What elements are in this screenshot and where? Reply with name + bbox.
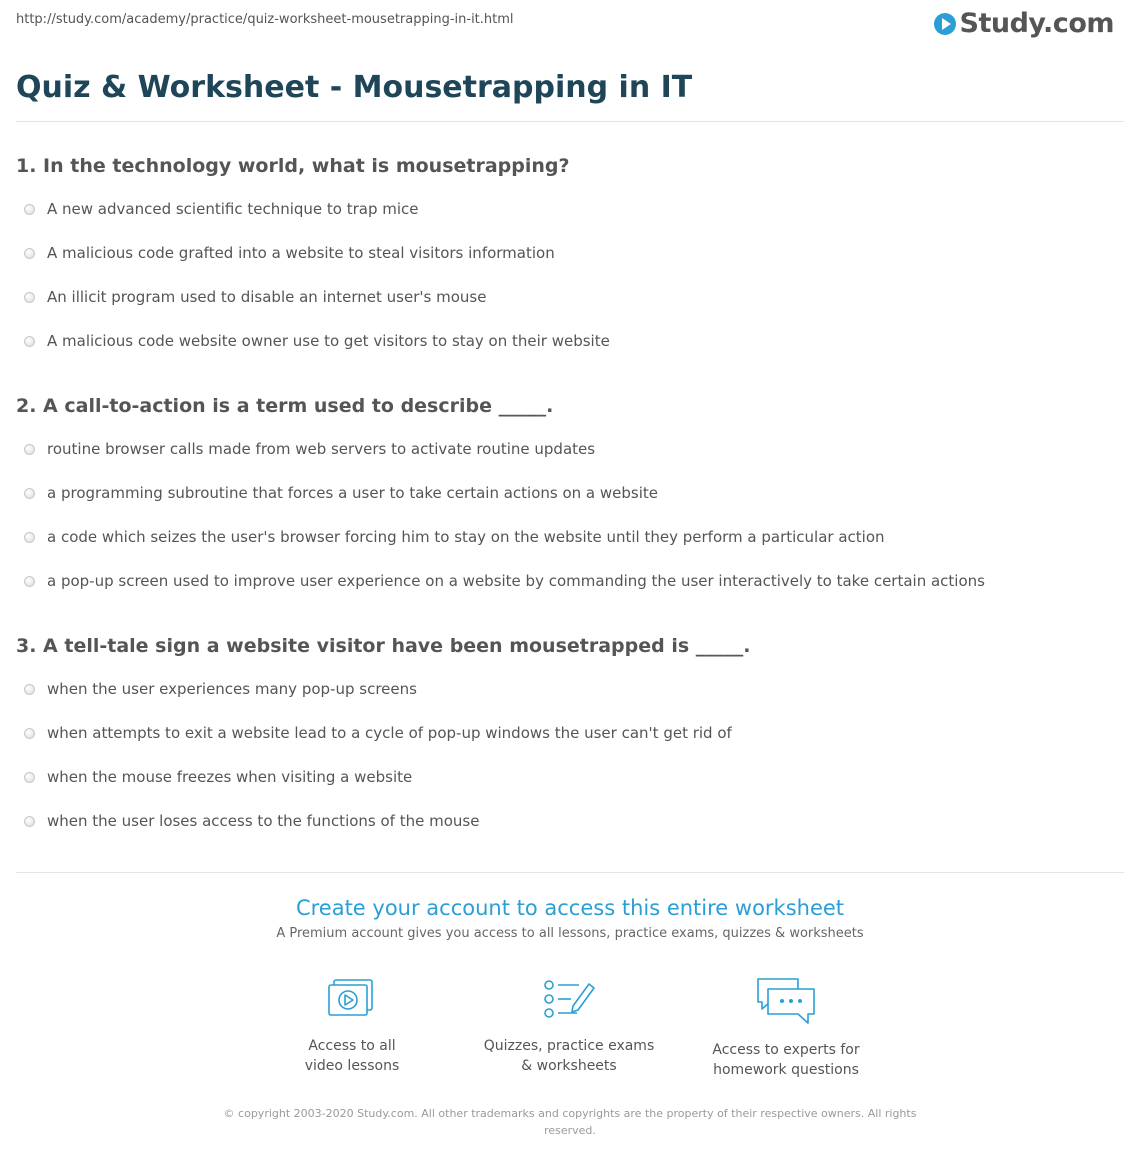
page-title: Quiz & Worksheet - Mousetrapping in IT bbox=[16, 70, 693, 105]
chat-bubbles-icon bbox=[754, 976, 818, 1028]
title-divider bbox=[16, 121, 1124, 122]
video-lessons-icon bbox=[324, 976, 380, 1024]
cta-title[interactable]: Create your account to access this entire worksheet bbox=[295, 896, 845, 920]
q1-option-1[interactable] bbox=[24, 200, 419, 218]
radio-button[interactable] bbox=[24, 684, 35, 695]
option-label: A new advanced scientific technique to trap mice bbox=[47, 200, 419, 218]
radio-button[interactable] bbox=[24, 336, 35, 347]
radio-button[interactable] bbox=[24, 488, 35, 499]
radio-button[interactable] bbox=[24, 576, 35, 587]
footer-line1: © copyright 2003-2020 Study.com. All other trademarks and copyrights are the property of their respective owners. All rights bbox=[223, 1107, 917, 1120]
feature-label-line2: homework questions bbox=[713, 1062, 859, 1078]
feature-video-lessons bbox=[262, 976, 442, 1076]
radio-button[interactable] bbox=[24, 248, 35, 259]
radio-button[interactable] bbox=[24, 772, 35, 783]
q3-option-1[interactable] bbox=[24, 680, 417, 698]
cta-subtitle: A Premium account gives you access to all lessons, practice exams, quizzes & worksheets bbox=[276, 926, 864, 941]
question-3: 3. A tell-tale sign a website visitor have been mousetrapped is _____. bbox=[16, 635, 751, 657]
option-label: when the mouse freezes when visiting a website bbox=[47, 768, 413, 786]
radio-button[interactable] bbox=[24, 444, 35, 455]
q1-option-4[interactable] bbox=[24, 332, 610, 350]
quiz-checklist-icon bbox=[539, 976, 599, 1024]
option-label: when attempts to exit a website lead to a cycle of pop-up windows the user can't get rid of bbox=[47, 724, 732, 742]
option-label: A malicious code grafted into a website to steal visitors information bbox=[47, 244, 555, 262]
option-label: An illicit program used to disable an internet user's mouse bbox=[47, 288, 487, 306]
option-label: a code which seizes the user's browser forcing him to stay on the website until they perform a particular action bbox=[47, 528, 885, 546]
section-divider bbox=[16, 872, 1124, 873]
q2-option-2[interactable] bbox=[24, 484, 658, 502]
question-1: 1. In the technology world, what is mousetrapping? bbox=[16, 155, 570, 177]
radio-button[interactable] bbox=[24, 292, 35, 303]
q3-option-3[interactable] bbox=[24, 768, 412, 786]
option-label: when the user experiences many pop-up screens bbox=[47, 680, 417, 698]
feature-label-line1: Access to experts for bbox=[712, 1042, 860, 1058]
radio-button[interactable] bbox=[24, 532, 35, 543]
study-logo[interactable] bbox=[934, 8, 1114, 39]
option-label: A malicious code website owner use to get visitors to stay on their website bbox=[47, 332, 610, 350]
radio-button[interactable] bbox=[24, 816, 35, 827]
feature-label-line1: Quizzes, practice exams bbox=[483, 1038, 655, 1054]
question-2: 2. A call-to-action is a term used to describe _____. bbox=[16, 395, 554, 417]
option-label: a pop-up screen used to improve user experience on a website by commanding the user interactively to take certain actions bbox=[47, 572, 985, 590]
option-label: routine browser calls made from web servers to activate routine updates bbox=[47, 440, 596, 458]
option-label: when the user loses access to the functions of the mouse bbox=[47, 812, 480, 830]
page-url: http://study.com/academy/practice/quiz-worksheet-mousetrapping-in-it.html bbox=[16, 12, 514, 27]
feature-quizzes bbox=[479, 976, 659, 1076]
q2-option-1[interactable] bbox=[24, 440, 595, 458]
feature-experts bbox=[696, 976, 876, 1080]
feature-label-line2: video lessons bbox=[304, 1058, 400, 1074]
feature-label-line1: Access to all bbox=[308, 1038, 396, 1054]
q2-option-4[interactable] bbox=[24, 572, 985, 590]
q1-option-2[interactable] bbox=[24, 244, 555, 262]
q3-option-2[interactable] bbox=[24, 724, 732, 742]
copyright-footer bbox=[220, 1105, 920, 1139]
option-label: a programming subroutine that forces a user to take certain actions on a website bbox=[47, 484, 658, 502]
radio-button[interactable] bbox=[24, 728, 35, 739]
radio-button[interactable] bbox=[24, 204, 35, 215]
logo-text: Study.com bbox=[959, 8, 1114, 39]
footer-line2: reserved. bbox=[544, 1124, 596, 1137]
play-logo-icon bbox=[934, 13, 956, 35]
q2-option-3[interactable] bbox=[24, 528, 885, 546]
feature-label-line2: & worksheets bbox=[521, 1058, 617, 1074]
q1-option-3[interactable] bbox=[24, 288, 486, 306]
q3-option-4[interactable] bbox=[24, 812, 479, 830]
